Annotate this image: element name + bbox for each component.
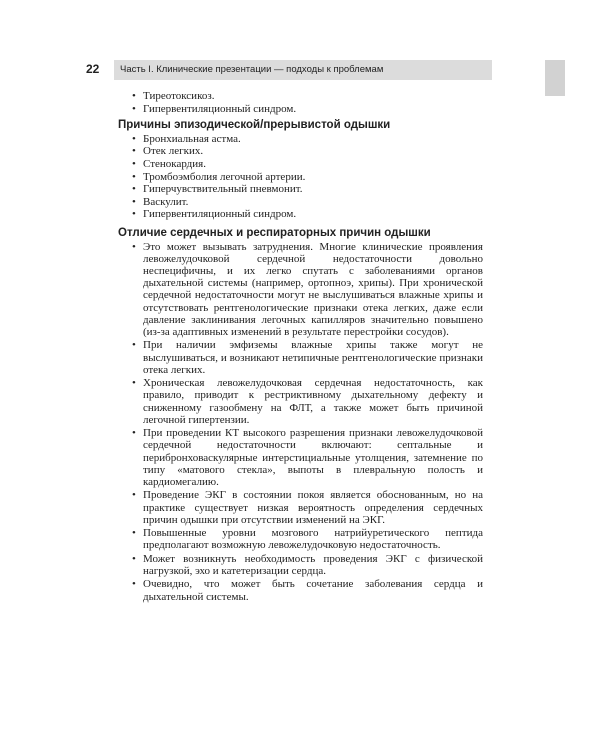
list-item: • При наличии эмфиземы влажные хрипы также могут не выслушиваться, и возникают нетипичные рентгенологические признаки отека легких. — [118, 339, 483, 376]
list-item: • Тромбоэмболия легочной артерии. — [118, 171, 483, 183]
top-list — [118, 90, 483, 115]
list-item: • Отек легких. — [118, 145, 483, 157]
list-item: • Это может вызывать затруднения. Многие клинические проявления левожелудочковой сердечной недостаточности довольно неспецифичны, и их легко спутать с заболеваниями органов дыхательной системы (например, ортопноэ, хрипы). При хронической сердечной недостаточности могут не выслушиваться влажные хрипы и отсутствовать рентгенологические признаки отека легких, даже если давление заклинивания легочных капилляров значительно повышено (из-за адаптивных изменений в результате перестройки сосудов). — [118, 241, 483, 339]
page-content — [118, 90, 483, 604]
section-heading-cardiac-vs-respiratory: Отличие сердечных и респираторных причин одышки — [118, 226, 431, 239]
cardiac-vs-respiratory-list — [118, 241, 483, 603]
list-item: • При проведении КТ высокого разрешения признаки левожелудочковой сердечной недостаточности включают: септальные и перибронховаскулярные интерстициальные утолщения, затемнение по типу «матового стекла», выпоты в плевральную полость и кардиомегалию. — [118, 427, 483, 488]
list-item: • Тиреотоксикоз. — [118, 90, 483, 102]
page-number: 22 — [86, 62, 100, 76]
list-item: • Гиперчувствительный пневмонит. — [118, 183, 483, 195]
list-item: • Может возникнуть необходимость проведения ЭКГ с физической нагрузкой, эхо и катетеризации сердца. — [118, 553, 483, 577]
section-heading-episodic-dyspnea: Причины эпизодической/прерывистой одышки — [118, 118, 391, 131]
list-item: • Хроническая левожелудочковая сердечная недостаточность, как правило, приводит к рестриктивному дыхательному дефекту и сниженному газообмену на ФЛТ, а также может быть причиной легочной гипертензии. — [118, 377, 483, 426]
running-title: Часть I. Клинические презентации — подходы к проблемам — [120, 64, 384, 75]
list-item: • Гипервентиляционный синдром. — [118, 103, 483, 115]
list-item: • Очевидно, что может быть сочетание заболевания сердца и дыхательной системы. — [118, 578, 483, 602]
episodic-causes-list — [118, 133, 483, 221]
chapter-thumb-tab — [545, 60, 565, 96]
list-item: • Гипервентиляционный синдром. — [118, 208, 483, 220]
list-item: • Повышенные уровни мозгового натрийуретического пептида предполагают возможную левожелудочковую недостаточность. — [118, 527, 483, 551]
list-item: • Бронхиальная астма. — [118, 133, 483, 145]
list-item: • Проведение ЭКГ в состоянии покоя является обоснованным, но на практике существует низкая вероятность определения сердечных причин одышки при отсутствии изменений на ЭКГ. — [118, 489, 483, 526]
list-item: • Стенокардия. — [118, 158, 483, 170]
list-item: • Васкулит. — [118, 196, 483, 208]
